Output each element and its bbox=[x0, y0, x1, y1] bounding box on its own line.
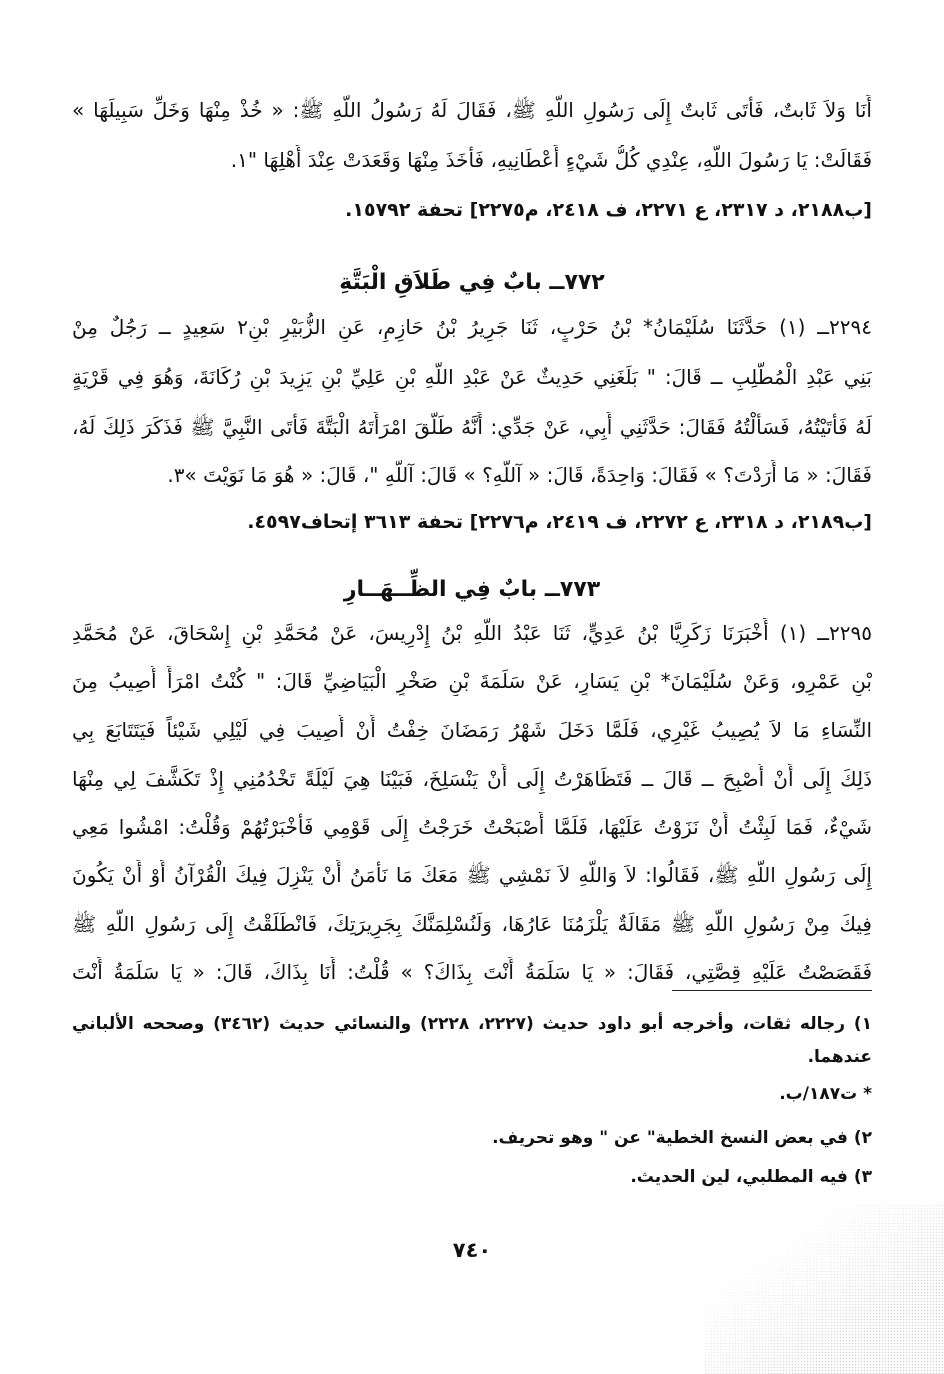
text-line: النِّسَاءِ مَا لاَ يُصِيبُ غَيْرِي، فَلَمَّا دَخَلَ شَهْرُ رَمَضَانَ خِفْتُ أَنْ أُصِيبَ فِي لَيْلِي شَيْئاً فَيَتَتَابَعَ بِي bbox=[72, 718, 872, 742]
chapter-heading: ٧٧٣ــ بابٌ فِي الظِّــهَــارِ bbox=[343, 577, 601, 602]
text-line: ذَلِكَ إِلَى أَنْ أُصْبِحَ ــ قَالَ ــ فَتَظَاهَرْتُ إِلَى أَنْ يَنْسَلِخَ، فَبَيْنَا هِيَ لَيْلَةً تَخْدُمُنِي إِذْ تَكَشَّفَ لِي مِنْهَا bbox=[72, 767, 872, 791]
page-number: ٧٤٠ bbox=[452, 1238, 492, 1262]
text-line: ٢٢٩٤ــ (١) حَدَّثَنَا سُلَيْمَانُ* بْنُ حَرْبٍ، ثَنَا جَرِيرُ بْنُ حَازِمٍ، عَنِ الزُّبَيْرِ بْنِ٢ سَعِيدٍ ــ رَجُلٌ مِنْ bbox=[72, 315, 872, 339]
text-line: بْنِ عَمْرٍو، وَعَنْ سُلَيْمَانَ* بْنِ يَسَارٍ، عَنْ سَلَمَةَ بْنِ صَخْرٍ الْبَيَاضِيِّ قَالَ: " كُنْتُ امْرَأً أُصِيبُ مِنَ bbox=[72, 669, 872, 693]
text-line: فِيكَ مِنْ رَسُولِ اللَّهِ ﷺ مَقَالَةٌ يَلْزَمُنَا عَارُهَا، وَلَنُسْلِمَنَّكَ بِجَرِيرَتِكَ، فَانْطَلَقْتُ إِلَى رَسُولِ اللَّهِ ﷺ bbox=[72, 912, 872, 936]
footnote: ٣) فيه المطلبي، لين الحديث. bbox=[630, 1167, 872, 1187]
text-line: فَقَصَصْتُ عَلَيْهِ قِصَّتِي، فَقَالَ: « يَا سَلَمَةُ أَنْتَ بِذَاكَ؟ » قُلْتُ: أَنَا بِذَاكَ، قَالَ: « يَا سَلَمَةُ أَنْتَ bbox=[72, 960, 872, 984]
text-line: فَقَالَ: « مَا أَرَدْتَ؟ » فَقَالَ: وَاحِدَةً، قَالَ: « آللَّهِ؟ » قَالَ: آللَّهِ "، قَالَ: « هُوَ مَا نَوَيْتَ »٣. bbox=[167, 463, 872, 487]
footnote-marker-note: * ت١٨٧/ب. bbox=[779, 1084, 872, 1104]
footnote: ٢) في بعض النسخ الخطية" عن " وهو تحريف. bbox=[492, 1128, 872, 1148]
footnote-separator bbox=[672, 990, 872, 991]
text-line: إِلَى رَسُولِ اللَّهِ ﷺ، فَقَالُوا: لاَ وَاللَّهِ لاَ نَمْشِي ﷺ مَعَكَ مَا نَأْمَنُ أَنْ يَنْزِلَ فِيكَ الْقُرْآنُ أَوْ أَنْ يَكُونَ bbox=[72, 863, 872, 887]
text-line: لَهُ فَأَتَيْتُهُ، فَسَأَلْتُهُ فَقَالَ: حَدَّثَنِي أَبِي، عَنْ جَدِّي: أَنَّهُ طَلَّقَ امْرَأَتَهُ الْبَتَّةَ فَأَتَى النَّبِيَّ ﷺ فَذَكَرَ ذَلِكَ لَهُ، bbox=[72, 415, 872, 439]
text-line: ٢٢٩٥ــ (١) أَخْبَرَنَا زَكَرِيَّا بْنُ عَدِيٍّ، ثَنَا عَبْدُ اللَّهِ بْنُ إِدْرِيسَ، عَنْ مُحَمَّدِ بْنِ إِسْحَاقَ، عَنْ مُحَمَّدِ bbox=[72, 621, 872, 645]
hadith-reference: [ب٢١٨٩، د ٢٣١٨، ع ٢٢٧٢، ف ٢٤١٩، م٢٢٧٦] تحفة ٣٦١٣ إتحاف٤٥٩٧. bbox=[247, 511, 872, 533]
text-line: بَنِي عَبْدِ الْمُطَّلِبِ ــ قَالَ: " بَلَغَنِي حَدِيثٌ عَنْ عَبْدِ اللَّهِ بْنِ عَلِيِّ بْنِ يَزِيدَ بْنِ رُكَانَةَ، وَهُوَ فِي قَرْيَةٍ bbox=[72, 365, 872, 389]
text-line: أَنَا وَلاَ ثَابتٌ، فَأَتَى ثَابتٌ إِلَى رَسُولِ اللَّهِ ﷺ، فَقَالَ لَهُ رَسُولُ اللَّهِ ﷺ: « خُذْ مِنْهَا وَخَلِّ سَبِيلَهَا » bbox=[72, 98, 872, 122]
text-line: فَقَالَتْ: يَا رَسُولَ اللَّهِ، عِنْدِي كُلُّ شَيْءٍ أَعْطَانِيهِ، فَأَخَذَ مِنْهَا وَقَعَدَتْ عِنْدَ أَهْلِهَا "١. bbox=[230, 148, 872, 172]
text-line: شَيْءٌ، فَمَا لَبِثْتُ أَنْ نَزَوْتُ عَلَيْهَا، فَلَمَّا أَصْبَحْتُ خَرَجْتُ إِلَى قَوْمِي فَأَخْبَرْتُهُمْ وَقُلْتُ: امْشُوا مَعِي bbox=[72, 815, 872, 839]
footnote: عندهما. bbox=[807, 1047, 872, 1067]
hadith-reference: [ب٢١٨٨، د ٢٣١٧، ع ٢٢٧١، ف ٢٤١٨، م٢٢٧٥] تحفة ١٥٧٩٢. bbox=[345, 199, 872, 221]
scan-halftone-texture bbox=[704, 1204, 944, 1374]
footnote: ١) رجاله ثقات، وأخرجه أبو داود حديث (٢٢٢٧، ٢٢٢٨) والنسائي حديث (٣٤٦٢) وصححه الألباني bbox=[72, 1014, 872, 1034]
chapter-heading: ٧٧٢ــ بابٌ فِي طَلاَقِ الْبَتَّةِ bbox=[339, 270, 605, 295]
